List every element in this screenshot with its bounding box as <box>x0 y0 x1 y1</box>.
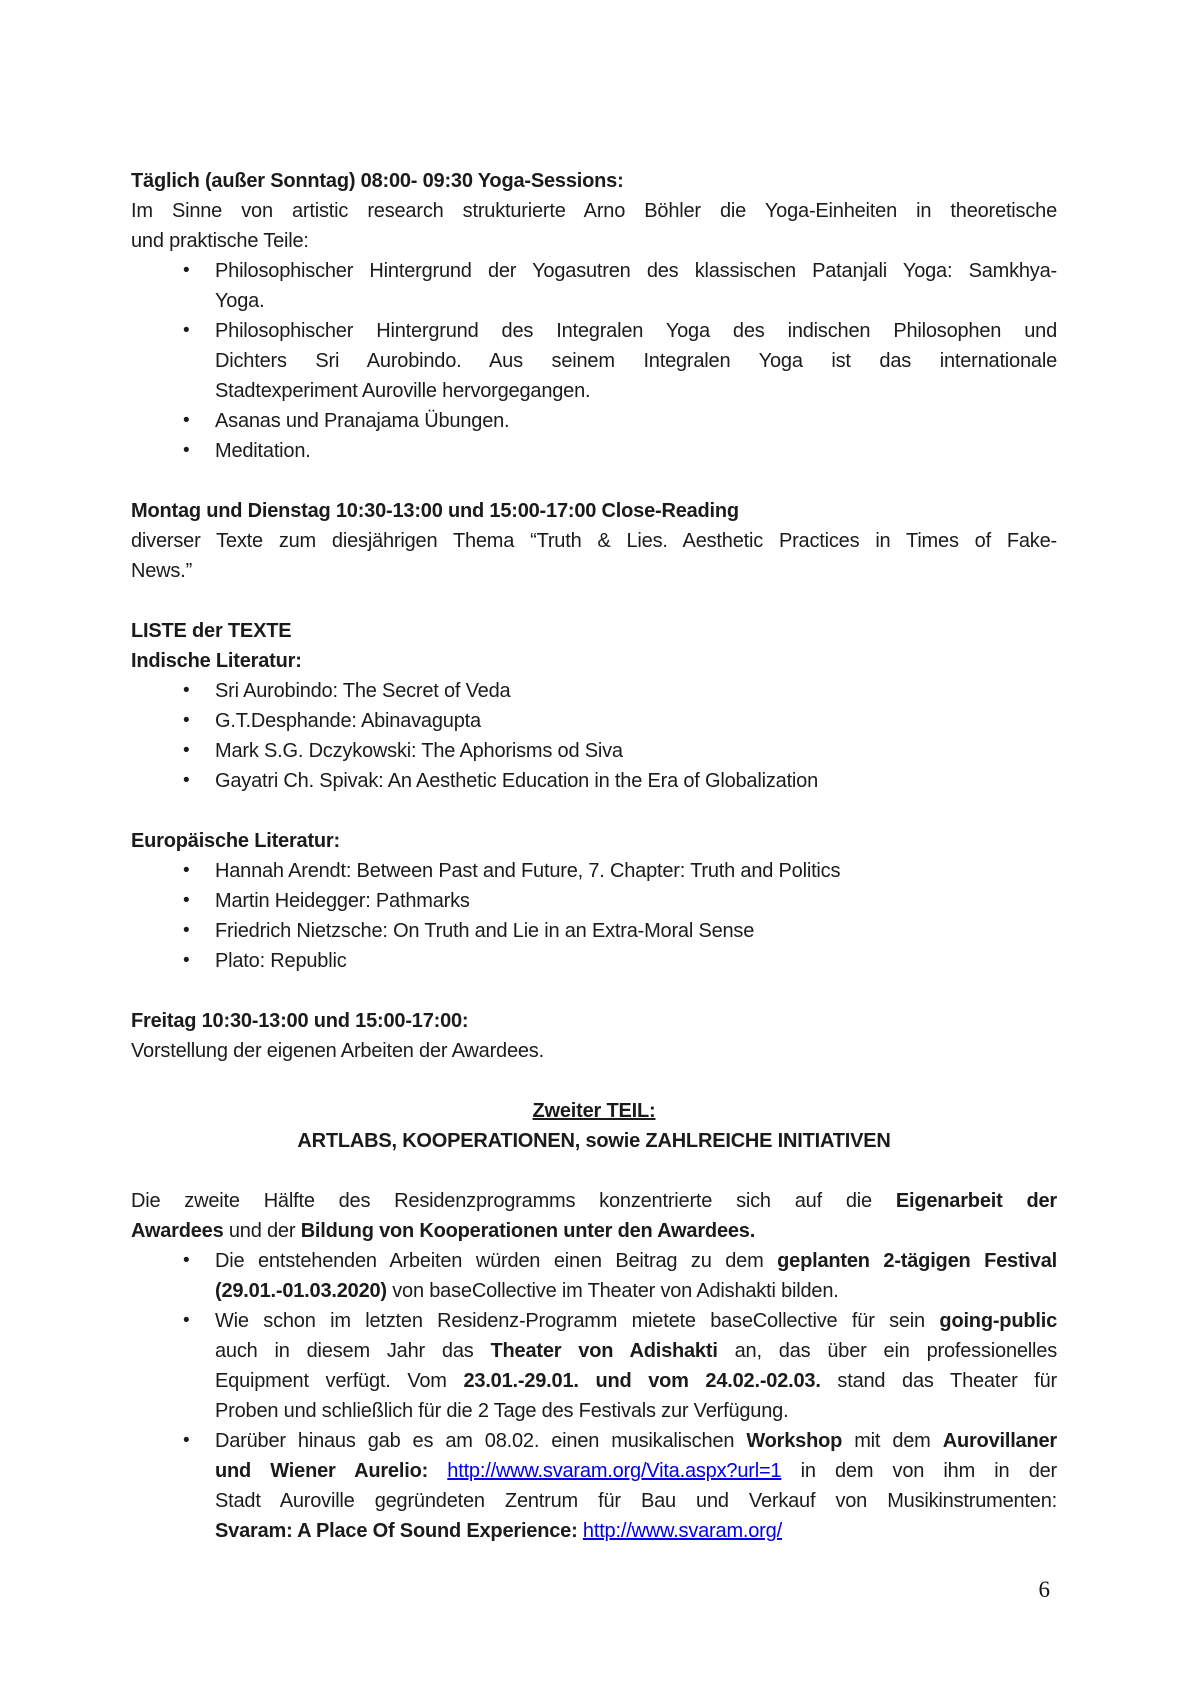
text-segment-bold: Aurovillaner <box>942 1430 1058 1452</box>
bullet-icon: • <box>183 710 190 731</box>
yoga-intro-line2: und praktische Teile: <box>131 230 309 252</box>
bullet-text-line <box>215 1366 1057 1396</box>
close-reading-heading: Montag und Dienstag 10:30-13:00 und 15:00-17:00 Close-Reading <box>131 500 739 522</box>
text-segment-bold: geplanten 2-tägigen Festival <box>777 1250 1057 1272</box>
svaram-home-link[interactable]: http://www.svaram.org/ <box>582 1520 782 1542</box>
section-part2-body <box>131 1186 1057 1546</box>
text-segment: Die zweite Hälfte des Residenzprogramms konzentrierte sich auf die <box>131 1190 896 1212</box>
bullet-icon: • <box>183 410 190 431</box>
bullet-text-line: Martin Heidegger: Pathmarks <box>215 890 470 912</box>
bullet-text-line: Proben und schließlich für die 2 Tage des Festivals zur Verfügung. <box>215 1400 789 1422</box>
text-segment-bold: (29.01.-01.03.2020) <box>215 1280 387 1302</box>
bullet-text-line: Stadt Auroville gegründeten Zentrum für Bau und Verkauf von Musikinstrumenten: <box>215 1490 1057 1512</box>
bullet-text-line <box>215 1306 1057 1336</box>
bullet-text-line <box>215 1336 1057 1366</box>
euro-item-2 <box>183 886 1057 916</box>
part2-bullet-1 <box>183 1246 1057 1306</box>
bullet-text-line: Mark S.G. Dczykowski: The Aphorisms od Siva <box>215 740 623 762</box>
yoga-heading: Täglich (außer Sonntag) 08:00- 09:30 Yoga-Sessions: <box>131 170 624 192</box>
bullet-icon: • <box>183 950 190 971</box>
bullet-text-line: Sri Aurobindo: The Secret of Veda <box>215 680 511 702</box>
close-reading-line2: News.” <box>131 560 193 582</box>
text-segment: stand das Theater für <box>820 1370 1058 1392</box>
bullet-text-line <box>215 1426 1057 1456</box>
text-segment-bold: going-public <box>939 1310 1057 1332</box>
bullet-icon: • <box>183 680 190 701</box>
svaram-vita-link[interactable]: http://www.svaram.org/Vita.aspx?url=1 <box>447 1460 782 1482</box>
text-segment-bold: 23.01.-29.01. und vom 24.02.-02.03. <box>463 1370 821 1392</box>
artlabs-title: ARTLABS, KOOPERATIONEN, sowie ZAHLREICHE INITIATIVEN <box>297 1130 891 1152</box>
bullet-icon: • <box>183 740 190 761</box>
freitag-text: Vorstellung der eigenen Arbeiten der Awardees. <box>131 1040 544 1062</box>
text-segment: Wie schon im letzten Residenz-Programm mietete baseCollective für sein <box>215 1310 940 1332</box>
section-liste-texte <box>131 616 1057 796</box>
yoga-intro-line1: Im Sinne von artistic research strukturierte Arno Böhler die Yoga-Einheiten in theoretische <box>131 200 1057 222</box>
yoga-bullet-2 <box>183 316 1057 406</box>
text-segment: und der <box>223 1220 301 1242</box>
document-content <box>131 166 1057 1546</box>
yoga-bullet-1 <box>183 256 1057 316</box>
text-segment: auch in diesem Jahr das <box>215 1340 491 1362</box>
part2-bullet-2 <box>183 1306 1058 1426</box>
text-segment: Equipment verfügt. Vom <box>215 1370 464 1392</box>
liste-heading: LISTE der TEXTE <box>131 620 292 642</box>
section-close-reading <box>131 496 1057 586</box>
text-segment-bold: Theater von Adishakti <box>490 1340 718 1362</box>
europaeische-literatur-heading: Europäische Literatur: <box>131 830 340 852</box>
euro-item-4 <box>183 946 1057 976</box>
euro-item-3 <box>183 916 1057 946</box>
bullet-icon: • <box>183 890 190 911</box>
bullet-icon: • <box>183 260 190 281</box>
section-yoga-sessions <box>131 166 1057 466</box>
bullet-text-line: Stadtexperiment Auroville hervorgegangen. <box>215 380 591 402</box>
bullet-text-line <box>215 1516 1057 1546</box>
text-segment-bold: Bildung von Kooperationen unter den Awardees. <box>300 1220 756 1242</box>
bullet-icon: • <box>183 1310 190 1331</box>
bullet-icon: • <box>183 440 190 461</box>
freitag-heading: Freitag 10:30-13:00 und 15:00-17:00: <box>131 1010 469 1032</box>
indisch-item-2 <box>183 706 1057 736</box>
bullet-icon: • <box>183 1250 190 1271</box>
text-segment: in dem von ihm in der <box>781 1460 1058 1482</box>
bullet-text-line: Hannah Arendt: Between Past and Future, 7. Chapter: Truth and Politics <box>215 860 841 882</box>
text-segment: Die entstehenden Arbeiten würden einen Beitrag zu dem <box>215 1250 778 1272</box>
indisch-item-1 <box>183 676 1057 706</box>
part2-bullet-3 <box>183 1426 1058 1546</box>
part2-intro-line1 <box>131 1186 1057 1216</box>
section-zweiter-teil-title <box>131 1096 1057 1156</box>
text-segment-bold: Awardees <box>131 1220 224 1242</box>
bullet-text-line: G.T.Desphande: Abinavagupta <box>215 710 481 732</box>
text-segment: an, das über ein professionelles <box>717 1340 1058 1362</box>
bullet-text-line: Asanas und Pranajama Übungen. <box>215 410 510 432</box>
close-reading-line1: diverser Texte zum diesjährigen Thema “Truth & Lies. Aesthetic Practices in Times of Fake- <box>131 530 1057 552</box>
zweiter-teil-title <box>131 1096 1057 1126</box>
bullet-text-line <box>215 1456 1057 1486</box>
bullet-text-line: Meditation. <box>215 440 311 462</box>
yoga-bullet-4 <box>183 436 1057 466</box>
text-segment-bold: Eigenarbeit der <box>895 1190 1057 1212</box>
section-europaeische-literatur <box>131 826 1057 976</box>
yoga-bullet-3 <box>183 406 1057 436</box>
text-segment: Darüber hinaus gab es am 08.02. einen musikalischen <box>215 1430 747 1452</box>
bullet-icon: • <box>183 770 190 791</box>
indische-literatur-heading: Indische Literatur: <box>131 650 302 672</box>
bullet-icon: • <box>183 920 190 941</box>
bullet-text-line: Dichters Sri Aurobindo. Aus seinem Integralen Yoga ist das internationale <box>215 350 1057 372</box>
bullet-text-line: Philosophischer Hintergrund des Integralen Yoga des indischen Philosophen und <box>215 320 1057 342</box>
bullet-text-line: Gayatri Ch. Spivak: An Aesthetic Education in the Era of Globalization <box>215 770 819 792</box>
section-freitag <box>131 1006 1057 1066</box>
bullet-text-line <box>215 1276 1057 1306</box>
euro-item-1 <box>183 856 1057 886</box>
text-segment-bold: und Wiener Aurelio: <box>215 1460 448 1482</box>
bullet-text-line: Friedrich Nietzsche: On Truth and Lie in an Extra-Moral Sense <box>215 920 755 942</box>
indisch-item-3 <box>183 736 1057 766</box>
bullet-text-line: Philosophischer Hintergrund der Yogasutren des klassischen Patanjali Yoga: Samkhya- <box>215 260 1057 282</box>
bullet-text-line <box>215 1246 1057 1276</box>
page-number: 6 <box>1038 1577 1050 1602</box>
text-segment-bold: Svaram: A Place Of Sound Experience: <box>215 1520 583 1542</box>
part2-intro-line2 <box>131 1216 1057 1246</box>
bullet-text-line: Yoga. <box>215 290 265 312</box>
bullet-icon: • <box>183 860 190 881</box>
text-segment: mit dem <box>842 1430 943 1452</box>
bullet-text-line: Plato: Republic <box>215 950 347 972</box>
text-segment: von baseCollective im Theater von Adishakti bilden. <box>386 1280 839 1302</box>
bullet-icon: • <box>183 1430 190 1451</box>
indisch-item-4 <box>183 766 1057 796</box>
zweiter-teil-title-text: Zweiter TEIL: <box>532 1100 656 1122</box>
bullet-icon: • <box>183 320 190 341</box>
text-segment-bold: Workshop <box>746 1430 843 1452</box>
